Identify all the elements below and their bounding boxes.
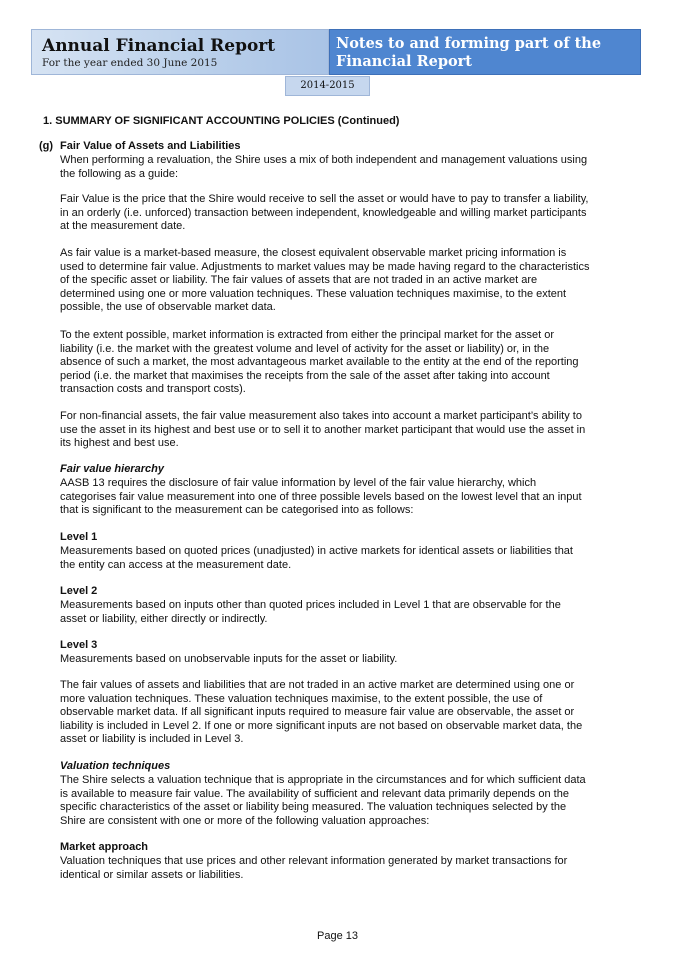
- report-title: Annual Financial Report: [42, 36, 276, 56]
- level-3-heading: Level 3: [60, 639, 98, 651]
- subsection-letter: (g): [39, 140, 54, 152]
- market-approach-text: Valuation techniques that use prices and other relevant information generated by market transactions for identical or similar assets or liabilities.: [60, 855, 568, 881]
- report-period: For the year ended 30 June 2015: [42, 57, 218, 69]
- level-2-text: Measurements based on inputs other than quoted prices included in Level 1 that are observable for the asset or liability, either directly or indirectly.: [60, 599, 561, 625]
- level-1-text: Measurements based on quoted prices (unadjusted) in active markets for identical assets or liabilities that the entity can access at the measurement date.: [60, 545, 573, 571]
- hierarchy-heading: Fair value hierarchy: [60, 463, 164, 475]
- techniques-heading: Valuation techniques: [60, 760, 171, 772]
- paragraph-hierarchy: AASB 13 requires the disclosure of fair value information by level of the fair value hierarchy, which categorises fair value measurement into one of three possible levels based on the lowest level that an input that is significant to the measurement can be categorised into as follows:: [60, 477, 582, 517]
- section-heading: 1. SUMMARY OF SIGNIFICANT ACCOUNTING POLICIES (Continued): [43, 115, 400, 127]
- paragraph-level-classification: The fair values of assets and liabilities that are not traded in an active market are determined using one or more valuation techniques. These valuation techniques maximise, to the extent possible, the use of observable market data. If all significant inputs required to measure fair value are observable, the asset or liability is included in Level 2. If one or more significant inputs are not based on observable market data, the asset or liability is included in Level 3.: [60, 679, 583, 746]
- subsection-heading: Fair Value of Assets and Liabilities: [60, 140, 241, 152]
- market-approach-heading: Market approach: [60, 841, 149, 853]
- notes-banner: [329, 29, 641, 75]
- report-title-banner: [31, 29, 329, 75]
- paragraph-non-financial-assets: For non-financial assets, the fair value measurement also takes into account a market participant’s ability to use the asset in its highest and best use or to sell it to another market participant that would use the asset in its highest and best use.: [60, 410, 586, 450]
- paragraph-revaluation: When performing a revaluation, the Shire uses a mix of both independent and management valuations using the following as a guide:: [60, 154, 588, 180]
- paragraph-principal-market: To the extent possible, market information is extracted from either the principal market for the asset or liability (i.e. the market with the greatest volume and level of activity for the asset or liability) or, in the absence of such a market, the most advantageous market available to the entity at the end of the reporting period (i.e. the market that maximises the receipts from the sale of the asset after taking into account transaction costs and transport costs).: [60, 329, 579, 396]
- notes-title: Notes to and forming part of the Financial Report: [336, 35, 602, 70]
- paragraph-market-based-measure: As fair value is a market-based measure, the closest equivalent observable market pricing information is used to determine fair value. Adjustments to market values may be made having regard to the characteristics of the specific asset or liability. The fair values of assets that are not traded in an active market are determined using one or more valuation techniques. These valuation techniques maximise, to the extent possible, the use of observable market data.: [60, 247, 590, 314]
- paragraph-techniques: The Shire selects a valuation technique that is appropriate in the circumstances and for which sufficient data is available to measure fair value. The availability of sufficient and relevant data primarily depends on the specific characteristics of the asset or liability being measured. The valuation techniques selected by the Shire are consistent with one or more of the following valuation approaches:: [60, 774, 586, 827]
- year-tab: 2014-2015: [285, 76, 370, 96]
- level-3-text: Measurements based on unobservable inputs for the asset or liability.: [60, 653, 398, 665]
- paragraph-fair-value-definition: Fair Value is the price that the Shire would receive to sell the asset or would have to pay to transfer a liability, in an orderly (i.e. unforced) transaction between independent, knowledgeable and willing market participants at the measurement date.: [60, 193, 589, 233]
- page-number: Page 13: [317, 930, 358, 942]
- level-2-heading: Level 2: [60, 585, 98, 597]
- level-1-heading: Level 1: [60, 531, 98, 543]
